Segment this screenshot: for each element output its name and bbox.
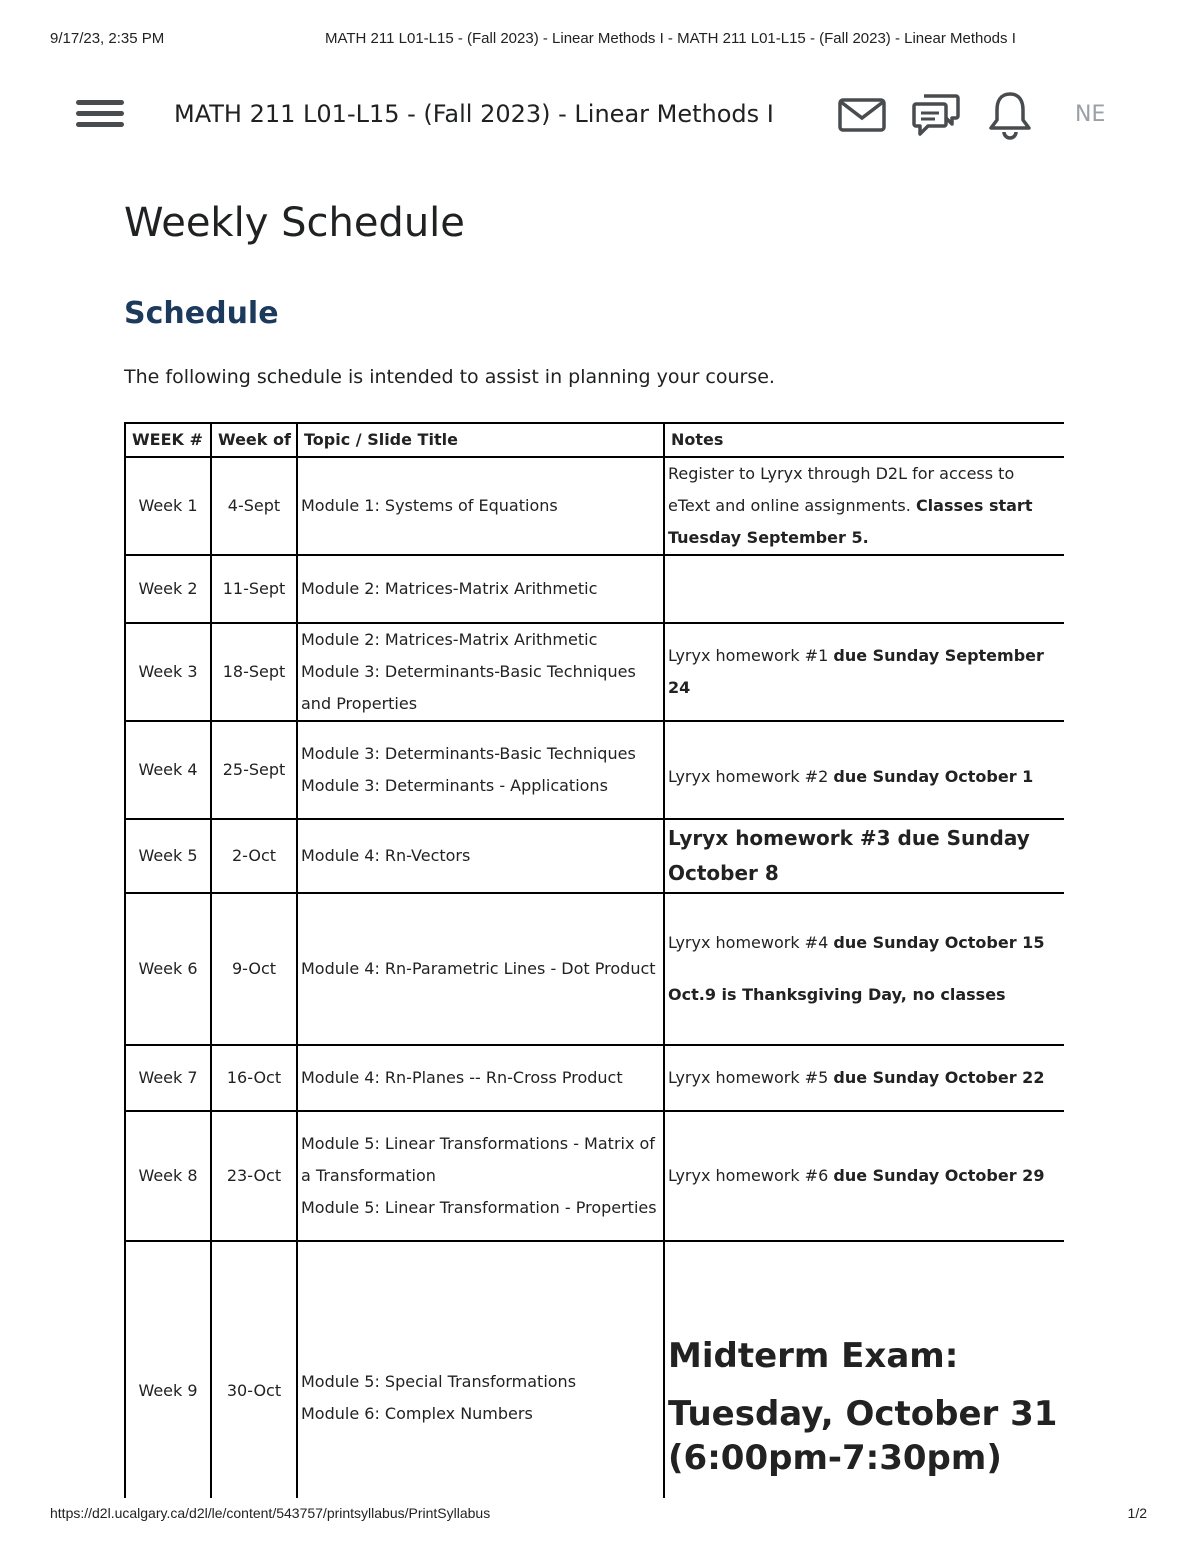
notes-text: Lyryx homework #4 [668, 933, 834, 952]
topic-cell [297, 555, 664, 623]
bell-icon[interactable] [988, 90, 1032, 140]
notes-text: Lyryx homework #5 [668, 1068, 834, 1087]
topic-line: Module 6: Complex Numbers [301, 1404, 533, 1423]
print-footer [50, 1505, 1150, 1525]
topic-cell [297, 1045, 664, 1111]
user-avatar[interactable]: NE [1075, 102, 1106, 127]
schedule-table-container [124, 422, 1064, 1498]
table-row [125, 555, 1064, 623]
topic-cell [297, 819, 664, 893]
notes-cell [664, 457, 1064, 555]
topic-line: Module 5: Linear Transformations - Matrix of a Transformation [301, 1134, 655, 1185]
table-row [125, 1111, 1064, 1241]
navbar [0, 88, 1200, 148]
topic-cell [297, 721, 664, 819]
week-of-cell: 18-Sept [211, 623, 297, 721]
topic-line: Module 4: Rn-Parametric Lines - Dot Product [301, 959, 656, 978]
week-cell: Week 2 [125, 555, 211, 623]
notes-bold-text: Classes start Tuesday September 5. [668, 496, 1033, 547]
table-row [125, 457, 1064, 555]
topic-cell [297, 623, 664, 721]
notes-text: Register to Lyryx through D2L for access to eText and online assignments. [668, 464, 1015, 515]
notes-holiday-text: Oct.9 is Thanksgiving Day, no classes [668, 985, 1006, 1004]
notes-bold-text: due Sunday October 22 [833, 1068, 1045, 1087]
week-of-cell: 16-Oct [211, 1045, 297, 1111]
print-datetime: 9/17/23, 2:35 PM [50, 30, 165, 47]
notes-cell [664, 1241, 1064, 1498]
week-of-cell: 2-Oct [211, 819, 297, 893]
header-week-number: WEEK # [125, 423, 211, 457]
week-of-cell: 23-Oct [211, 1111, 297, 1241]
notes-cell [664, 819, 1064, 893]
notes-bold-text: Lyryx homework #3 due Sunday October 8 [668, 826, 1030, 885]
print-doc-title: MATH 211 L01-L15 - (Fall 2023) - Linear Methods I - MATH 211 L01-L15 - (Fall 2023) - Linear Methods I [325, 30, 1016, 47]
week-of-cell: 30-Oct [211, 1241, 297, 1498]
topic-line: Module 4: Rn-Vectors [301, 846, 471, 865]
header-notes: Notes [664, 423, 1064, 457]
table-row [125, 1241, 1064, 1498]
table-row [125, 819, 1064, 893]
course-title[interactable]: MATH 211 L01-L15 - (Fall 2023) - Linear Methods I [174, 100, 774, 128]
week-of-cell: 9-Oct [211, 893, 297, 1045]
week-cell: Week 7 [125, 1045, 211, 1111]
week-cell: Week 6 [125, 893, 211, 1045]
topic-cell [297, 893, 664, 1045]
topic-line: Module 1: Systems of Equations [301, 496, 558, 515]
table-row [125, 1045, 1064, 1111]
topic-line: Module 5: Linear Transformation - Properties [301, 1198, 657, 1217]
notes-bold-text: due Sunday October 1 [833, 767, 1034, 786]
topic-cell [297, 1111, 664, 1241]
week-cell: Week 8 [125, 1111, 211, 1241]
chat-icon[interactable] [912, 92, 960, 138]
notes-cell [664, 623, 1064, 721]
notes-cell [664, 721, 1064, 819]
week-of-cell: 25-Sept [211, 721, 297, 819]
menu-icon[interactable] [76, 100, 126, 136]
topic-line: Module 5: Special Transformations [301, 1372, 577, 1391]
topic-cell [297, 457, 664, 555]
header-topic: Topic / Slide Title [297, 423, 664, 457]
header-week-of: Week of [211, 423, 297, 457]
week-cell: Week 5 [125, 819, 211, 893]
intro-text: The following schedule is intended to assist in planning your course. [124, 366, 775, 388]
topic-line: Module 3: Determinants-Basic Techniques [301, 744, 636, 763]
print-header [50, 30, 1150, 50]
schedule-table [124, 422, 1064, 1498]
week-cell: Week 1 [125, 457, 211, 555]
week-cell: Week 9 [125, 1241, 211, 1498]
mail-icon[interactable] [838, 98, 886, 132]
notes-cell [664, 893, 1064, 1045]
notes-cell [664, 1111, 1064, 1241]
table-row [125, 721, 1064, 819]
week-cell: Week 4 [125, 721, 211, 819]
page-title: Weekly Schedule [124, 200, 465, 246]
print-page-number: 1/2 [1127, 1505, 1147, 1521]
notes-bold-text: due Sunday October 15 [833, 933, 1045, 952]
notes-cell [664, 555, 1064, 623]
table-header-row [125, 423, 1064, 457]
notes-text: Lyryx homework #1 [668, 646, 834, 665]
topic-line: Module 3: Determinants - Applications [301, 776, 608, 795]
notes-bold-text: due Sunday September 24 [668, 646, 1044, 697]
topic-line: Module 2: Matrices-Matrix Arithmetic [301, 630, 598, 649]
notes-cell [664, 1045, 1064, 1111]
week-of-cell: 4-Sept [211, 457, 297, 555]
table-row [125, 893, 1064, 1045]
notes-bold-text: due Sunday October 29 [833, 1166, 1045, 1185]
week-cell: Week 3 [125, 623, 211, 721]
notes-text: Lyryx homework #6 [668, 1166, 834, 1185]
topic-line: Module 2: Matrices-Matrix Arithmetic [301, 579, 598, 598]
topic-line: Module 4: Rn-Planes -- Rn-Cross Product [301, 1068, 623, 1087]
midterm-datetime: Tuesday, October 31 (6:00pm-7:30pm) [668, 1394, 1058, 1478]
topic-cell [297, 1241, 664, 1498]
topic-line: Module 3: Determinants-Basic Techniques and Properties [301, 662, 636, 713]
notes-text: Lyryx homework #2 [668, 767, 834, 786]
midterm-heading: Midterm Exam: [668, 1336, 959, 1376]
section-title: Schedule [124, 296, 279, 331]
week-of-cell: 11-Sept [211, 555, 297, 623]
print-url: https://d2l.ucalgary.ca/d2l/le/content/543757/printsyllabus/PrintSyllabus [50, 1505, 491, 1521]
table-row [125, 623, 1064, 721]
